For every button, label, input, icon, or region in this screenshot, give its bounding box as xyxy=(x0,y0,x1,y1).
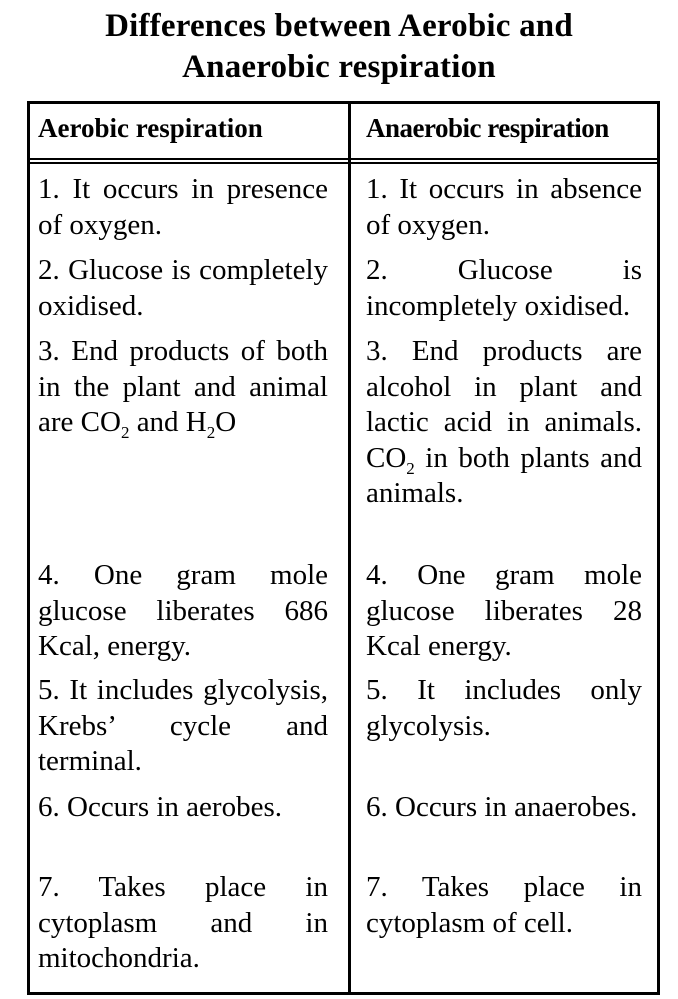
anaerobic-point-3-end: in both plants and animals. xyxy=(366,441,642,509)
aerobic-point-3 xyxy=(38,334,328,441)
anaerobic-point-3 xyxy=(366,334,642,512)
anaerobic-point-1: 1. It occurs in absence of oxygen. xyxy=(366,173,642,241)
aerobic-point-4: 4. One gram mole glucose liberates 686 Kcal, energy. xyxy=(38,559,328,662)
anaerobic-point-7: 7. Takes place in cytoplasm of cell. xyxy=(366,871,642,939)
aerobic-point-3-mid: and H xyxy=(129,406,207,438)
column-divider xyxy=(348,101,351,995)
anaerobic-point-3-text: 3. End products are alcohol in plant and lactic acid in animals. CO xyxy=(366,335,642,474)
aerobic-point-1: 1. It occurs in presence of oxygen. xyxy=(38,173,328,241)
header-anaerobic: Anaerobic respiration xyxy=(366,113,609,143)
h2o-subscript: 2 xyxy=(206,423,216,442)
co2-subscript: 2 xyxy=(120,423,130,442)
anaerobic-point-2: 2. Glucose is incompletely oxidised. xyxy=(366,254,642,322)
aerobic-point-3-end: O xyxy=(215,406,237,438)
anaerobic-point-6: 6. Occurs in anaerobes. xyxy=(366,791,638,823)
page-title-line-1: Differences between Aerobic and xyxy=(105,8,573,44)
aerobic-point-3-text: 3. End products of both in the plant and animal are CO xyxy=(38,335,328,438)
aerobic-point-6: 6. Occurs in aerobes. xyxy=(38,791,282,823)
anaerobic-point-4: 4. One gram mole glucose liberates 28 Kcal energy. xyxy=(366,559,642,662)
aerobic-point-7: 7. Takes place in cytoplasm and in mitochondria. xyxy=(38,871,328,974)
aerobic-point-2: 2. Glucose is completely oxidised. xyxy=(38,254,328,322)
aerobic-point-5: 5. It includes glycolysis, Krebs’ cycle and terminal. xyxy=(38,674,328,777)
co2-subscript: 2 xyxy=(406,458,415,478)
anaerobic-point-5: 5. It includes only glycolysis. xyxy=(366,674,642,742)
page-title xyxy=(0,6,678,88)
page-title-line-2: Anaerobic respiration xyxy=(182,49,496,85)
header-divider xyxy=(27,158,660,164)
header-aerobic: Aerobic respiration xyxy=(38,113,263,143)
